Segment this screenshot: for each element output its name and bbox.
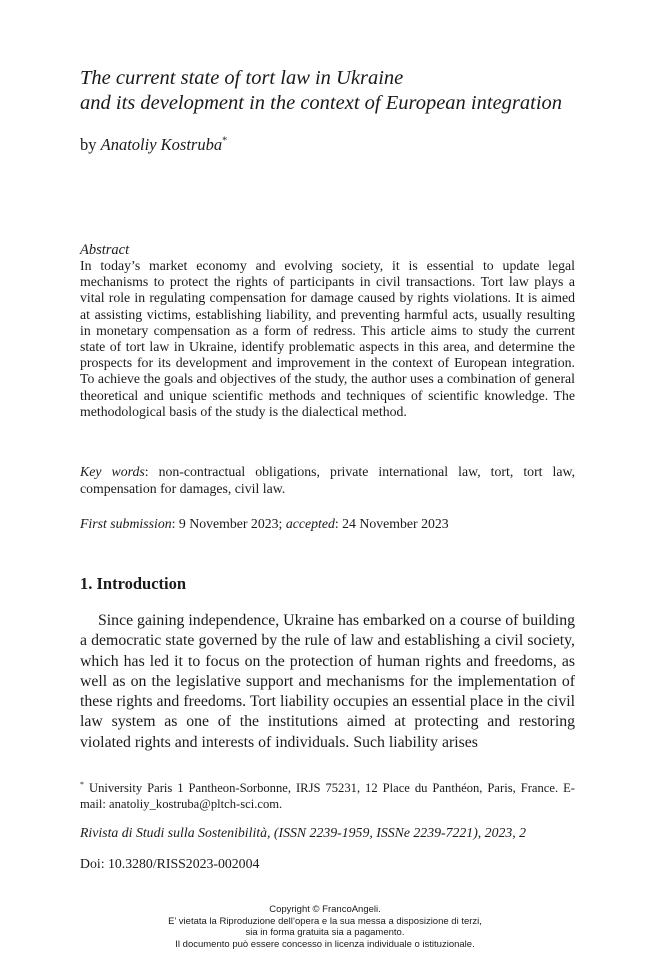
keywords-text: : non-contractual obligations, private international law, tort, tort law, compensation for damages, civil law. bbox=[80, 464, 576, 496]
keywords-label: Key words bbox=[80, 464, 145, 479]
accepted-label: accepted bbox=[285, 516, 335, 531]
copyright-line-3: sia in forma gratuita sia a pagamento. bbox=[245, 927, 405, 938]
byline-prefix: by bbox=[80, 135, 101, 154]
section-heading: 1. Introduction bbox=[80, 574, 187, 593]
author-name: Anatoliy Kostruba bbox=[100, 135, 223, 154]
submission-dates bbox=[80, 516, 449, 532]
copyright-line-4: Il documento può essere concesso in licenza individuale o istituzionale. bbox=[175, 938, 475, 950]
footnote-marker: * bbox=[80, 780, 84, 789]
abstract-heading: Abstract bbox=[80, 242, 130, 258]
author-footnote-marker: * bbox=[222, 135, 228, 147]
copyright-line-1: Copyright © FrancoAngeli. bbox=[269, 904, 381, 915]
journal-citation: Rivista di Studi sulla Sostenibilità, (ISSN 2239-1959, ISSNe 2239-7221), 2023, 2 bbox=[80, 825, 527, 840]
copyright-line-2: E’ vietata la Riproduzione dell’opera e la sua messa a disposizione di terzi, bbox=[168, 915, 482, 927]
abstract-text: In today’s market economy and evolving society, it is essential to update legal mechanisms to protect the rights of participants in civil transactions. Tort law plays a vital role in regulating compensation for damage caused by rights violations. It is aimed at assisting victims, establishing liability, and preventing harmful acts, usually resulting in monetary compensation as a form of redress. This article aims to study the current state of tort law in Ukraine, identify problematic aspects in this area, and determine the prospects for its development and improvement in the context of European integration. To achieve the goals and objectives of the study, the author uses a combination of general theoretical and unique scientific methods and techniques of scientific knowledge. The methodological basis of the study is the dialectical method. bbox=[80, 258, 575, 419]
introduction-text: Since gaining independence, Ukraine has embarked on a course of building a democratic state governed by the rule of law and establishing a civil society, which has led it to focus on the protection of human rights and freedoms, as well as on the legislative support and mechanisms for the implementation of these rights and freedoms. Tort liability occupies an essential place in the civil law system as one of the institutions aimed at protecting and restoring violated rights and interests of individuals. Such liability arises bbox=[80, 612, 575, 751]
copyright-notice bbox=[0, 904, 650, 950]
abstract-section bbox=[80, 242, 575, 420]
accepted-value: : 24 November 2023 bbox=[334, 516, 449, 531]
keywords bbox=[80, 464, 575, 497]
title-line-1: The current state of tort law in Ukraine bbox=[80, 67, 404, 89]
byline bbox=[80, 135, 227, 155]
doi: Doi: 10.3280/RISS2023-002004 bbox=[80, 856, 260, 871]
footnote-text: University Paris 1 Pantheon-Sorbonne, IRJS 75231, 12 Place du Panthéon, Paris, France. E-mail: anatoliy_kostruba@pltch-sci.com. bbox=[80, 781, 575, 812]
author-footnote bbox=[80, 777, 575, 812]
title-line-2: and its development in the context of European integration bbox=[80, 92, 563, 114]
first-submission-value: : 9 November 2023; bbox=[171, 516, 286, 531]
article-title bbox=[80, 66, 580, 116]
first-submission-label: First submission bbox=[80, 516, 172, 531]
